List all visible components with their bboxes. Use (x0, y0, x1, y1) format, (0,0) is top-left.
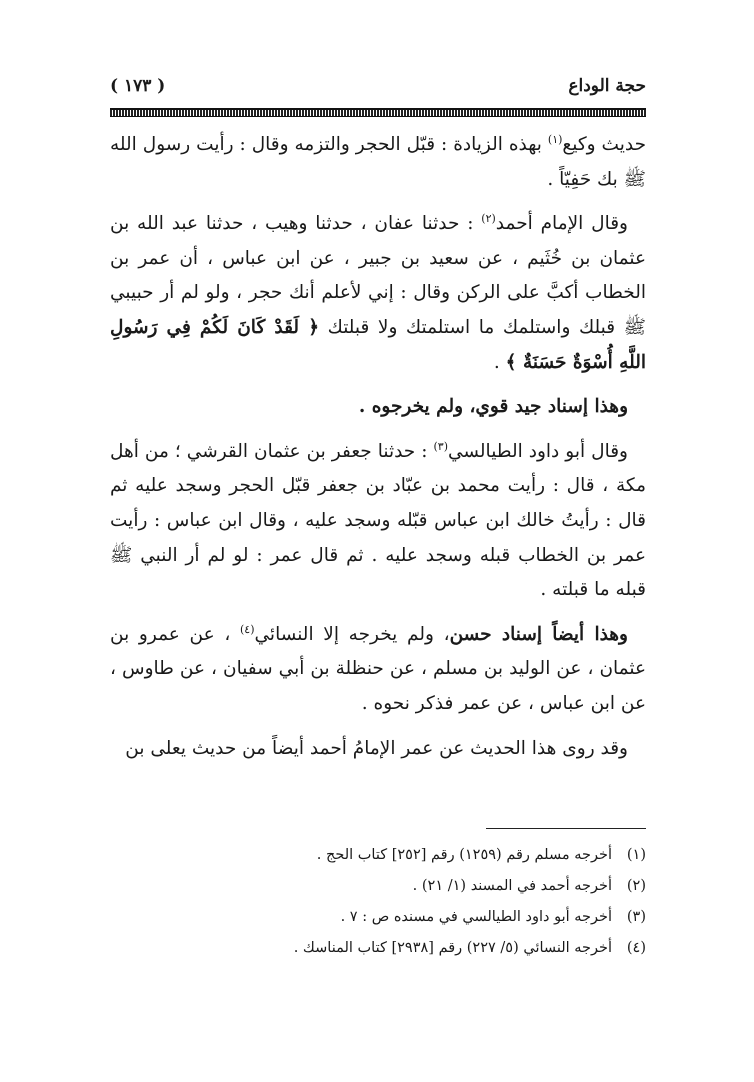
header-rule (110, 108, 646, 117)
footnote-2 (110, 871, 646, 902)
footnote-text: أخرجه أحمد في المسند (١/ ٢١) . (412, 878, 612, 894)
p1-text-a: حديث وكيع (562, 134, 647, 155)
footnote-text: أخرجه النسائي (٥/ ٢٢٧) رقم [٢٩٣٨] كتاب المناسك . (293, 940, 612, 956)
footnotes (110, 840, 646, 964)
running-header (110, 74, 646, 102)
main-text (110, 128, 646, 776)
footnote-text: أخرجه مسلم رقم (١٢٥٩) رقم [٢٥٢] كتاب الحج . (316, 847, 612, 863)
paragraph-3: وهذا إسناد جيد قوي، ولم يخرجوه . (358, 396, 628, 418)
footnote-4 (110, 933, 646, 964)
footnote-ref-3: (٣) (433, 439, 448, 453)
p2-text-b: : حدثنا عفان ، حدثنا وهيب ، حدثنا عبد الله بن عثمان بن خُثَيم ، عن سعيد بن جبير ، عن ابن عباس ، أن عمر بن الخطاب أكبَّ على الركن وقال : إني لأعلم أنك حجر ، ولو لم أر حبيبي ﷺ قبلك واستلمك ما استلمتك ولا قبلتك (110, 213, 646, 338)
footnote-number: (٤) (626, 940, 646, 956)
p2-text-c: . (493, 351, 506, 373)
footnote-ref-4: (٤) (240, 622, 255, 636)
quran-verse: ﴿ لَقَدْ كَانَ لَكُمْ فِي رَسُولِ اللَّهِ أُسْوَةٌ حَسَنَةٌ ﴾ (110, 316, 646, 373)
footnote-ref-2: (٢) (481, 212, 496, 226)
footnote-1 (110, 840, 646, 871)
p5-text-c: ، عن عمرو بن عثمان ، عن الوليد بن مسلم ، عن حنظلة بن أبي سفيان ، عن طاوس ، عن ابن عباس ، عن عمر فذكر نحوه . (110, 623, 646, 714)
footnote-text: أخرجه أبو داود الطيالسي في مسنده ص : ٧ . (340, 909, 612, 925)
footnote-3 (110, 902, 646, 933)
paragraph-2 (110, 207, 646, 380)
paragraph-1 (110, 128, 646, 197)
p5-text-a: وهذا أيضاً إسناد حسن (449, 623, 628, 645)
running-title: حجة الوداع (568, 76, 646, 96)
p2-text-a: وقال الإمام أحمد (495, 213, 628, 235)
footnote-number: (١) (626, 847, 646, 863)
footnote-number: (٣) (626, 909, 646, 925)
page-number: ( ١٧٣ ) (110, 76, 166, 96)
footnote-number: (٢) (626, 878, 646, 894)
paragraph-4 (110, 435, 646, 608)
p4-text-b: : حدثنا جعفر بن عثمان القرشي ؛ من أهل مكة ، قال : رأيت محمد بن عبّاد بن جعفر قبّل الحجر وسجد عليه ثم قال : رأيتُ خالك ابن عباس قبّله وسجد عليه ، وقال ابن عباس : رأيت عمر بن الخطاب قبله وسجد عليه . ثم قال عمر : لو لم أر النبي ﷺ قبله ما قبلته . (110, 440, 646, 601)
paragraph-6: وقد روى هذا الحديث عن عمر الإمامُ أحمد أيضاً من حديث يعلى بن (125, 737, 628, 759)
p4-text-a: وقال أبو داود الطيالسي (448, 440, 628, 462)
p1-text-b: بهذه الزيادة : قبّل الحجر والتزمه وقال : رأيت رسول الله ﷺ بك حَفِيّاً . (110, 134, 646, 190)
footnote-ref-1: (١) (547, 132, 563, 146)
p5-text-b: ، ولم يخرجه إلا النسائي (254, 623, 450, 645)
footnote-rule (486, 828, 646, 829)
paragraph-5 (110, 618, 646, 722)
